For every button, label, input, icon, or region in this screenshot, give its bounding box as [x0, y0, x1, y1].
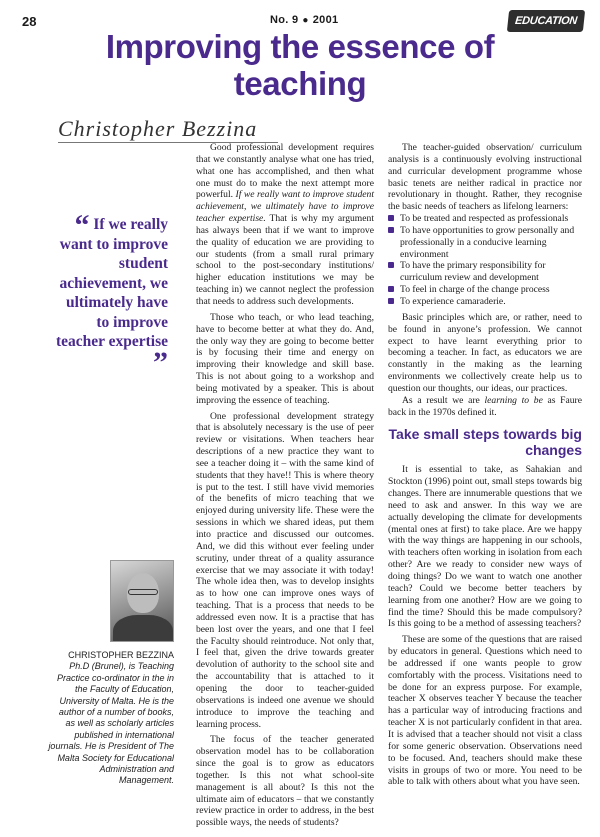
paragraph: Those who teach, or who lead teaching, have to become better at what they do. And, the only way they are going to become better is by focusing their time and energy on improving their knowledge and skill base. This is not about going to a workshop and being motivated by a speaker. This is about improving the essence of teaching. — [196, 311, 374, 406]
author-photo — [110, 560, 174, 642]
paragraph: Basic principles which are, or rather, need to be found in anyone’s profession. We cannot expect to have learnt everything prior to becoming a teacher. In fact, as educators we are constantly in the making as the learning environments we collectively create help us to question our thoughts, our ideas, our practices. — [388, 311, 582, 394]
issue-number: No. 9 — [270, 14, 299, 26]
emphasis-text: learning to be — [484, 394, 543, 406]
open-quote-icon: “ — [74, 209, 90, 242]
list-item-text: To experience camaraderie. — [400, 295, 506, 307]
list-item-text: To feel in charge of the change process — [400, 284, 550, 296]
bio-name: CHRISTOPHER BEZZINA — [68, 650, 174, 660]
page-number: 28 — [22, 14, 37, 29]
issue-year: 2001 — [312, 14, 339, 26]
column-2 — [388, 142, 582, 788]
paragraph: These are some of the questions that are raised by educators in general. Questions which need to be addressed if one wants people to grow comfortably with the process. Visitations need to be done for an express purpose. For example, teacher X observes teacher Y because the teacher has a particular way of introducing fractions and teacher X is not particularly confident in that area. It is advised that a teacher should not visit a class for some generic observation. Observations need to be focused. And, teachers should make these visits in groups of two or more. You need to be able to talk with others about what you have seen. — [388, 634, 582, 788]
list-item — [388, 225, 582, 261]
list-item — [388, 296, 582, 308]
bullet-icon — [388, 298, 394, 304]
magazine-logo: EDUCATION — [507, 10, 585, 32]
author-name: Christopher Bezzina — [58, 116, 258, 141]
column-1 — [196, 142, 374, 829]
paragraph-text: As a result we are — [402, 394, 485, 406]
close-quote-icon: ” — [153, 345, 168, 379]
paragraph — [388, 395, 582, 419]
issue-label — [270, 14, 338, 26]
list-item — [388, 213, 582, 225]
paragraph — [196, 142, 374, 308]
pullquote-text: If we really want to improve student achievement, we ultimately have to improve teacher expertise — [55, 216, 168, 350]
pullquote — [50, 209, 168, 379]
paragraph-text: Good professional development requires that we constantly analyse what one has tried, what one has accomplished, and then what one must do to make the next attempt more powerful. — [196, 142, 374, 201]
list-item-text: To have opportunities to grow personally and professionally in a conducive learning environment — [400, 224, 575, 260]
paragraph: One professional development strategy that is absolutely necessary is the use of peer review or visitations. When teachers hear descriptions of a new practice they want to see a teacher doing it – with the same kind of students that they have!! This is where theory is put to the test. I still have vivid memories of the benefits of micro teaching that we enjoyed during university life. These were the sessions in which we shared ideas, put them into practice and discussed our outcomes. And, we did this without ever feeling under scrutiny, under threat of a quality assurance exercise that we may associate it with today! The whole idea then, was to develop insights as to how one can improve ones ways of teaching. That is a process that needs to be addressed even now. It is a practise that has been lost over the years, and one that I feel the Faculty should reintroduce. Not only that, I feel that, given the drive towards greater devolution of authority to the school site and the accountability that is attached to it opening the door to teacher-guided observations is indeed one avenue we should introduce to improve the teaching and learning process. — [196, 410, 374, 730]
list-item — [388, 284, 582, 296]
photo-body — [113, 615, 173, 642]
paragraph-text: as Faure back in the 1970s defined it. — [388, 394, 582, 418]
emphasis-text: If we really want to improve student achievement, we ultimately have to improve teacher expertise. — [196, 189, 374, 225]
issue-separator: ● — [302, 15, 309, 26]
paragraph: The focus of the teacher generated observation model has to be collaboration since the goal is to grow as educators together. Is this not what school-site management is all about? Is this not the ultimate aim of educators – that we constantly review practice in order to address, in the best possible ways, the needs of students? — [196, 734, 374, 829]
bullet-icon — [388, 227, 394, 233]
author-bio — [48, 650, 174, 787]
list-item — [388, 260, 582, 284]
bullet-icon — [388, 215, 394, 221]
article-title: Improving the essence of teaching — [105, 28, 495, 102]
list-item-text: To have the primary responsibility for curriculum review and development — [400, 260, 546, 284]
list-item-text: To be treated and respected as professionals — [400, 213, 569, 225]
bullet-icon — [388, 262, 394, 268]
section-heading: Take small steps towards big changes — [388, 426, 582, 459]
bullet-icon — [388, 286, 394, 292]
bio-text: Ph.D (Brunel), is Teaching Practice co-ordinator in the in the Faculty of Education, University of Malta. He is the author of a number of books, as well as scholarly articles published in international journals. He is President of The Malta Society for Educational Administration and Management. — [48, 661, 174, 786]
needs-list — [388, 213, 582, 308]
paragraph-text: That is why my argument has always been that if we want to improve the quality of education we are providing to our students (from a small rural primary school to the post-secondary institutions/ higher education institutions we may be teaching in) we cannot neglect the profession that needs to address such developments. — [196, 213, 374, 307]
paragraph: The teacher-guided observation/ curriculum analysis is a continuously evolving instructional and curricular development programme whose basic tenets are neither radical in practice nor revolutionary in thought. Rather, they recognise the basic needs of teachers as lifelong learners: — [388, 142, 582, 213]
paragraph: It is essential to take, as Sahakian and Stockton (1996) point out, small steps towards big changes. There are innumerable questions that we need to ask and answer. In this way we are actually developing the climate for developments (mental ones at first) to take place. Are we happy with the way things are happening in our schools, with teachers often working in isolation from each other? Are we ready to consider new ways of doing things? Do we want to watch one another teach? Could we become better teachers by learning from one another? How are we going to find the time? Should this be made compulsory? Is this going to be a method of assessing teachers? — [388, 464, 582, 630]
photo-glasses — [128, 589, 158, 595]
